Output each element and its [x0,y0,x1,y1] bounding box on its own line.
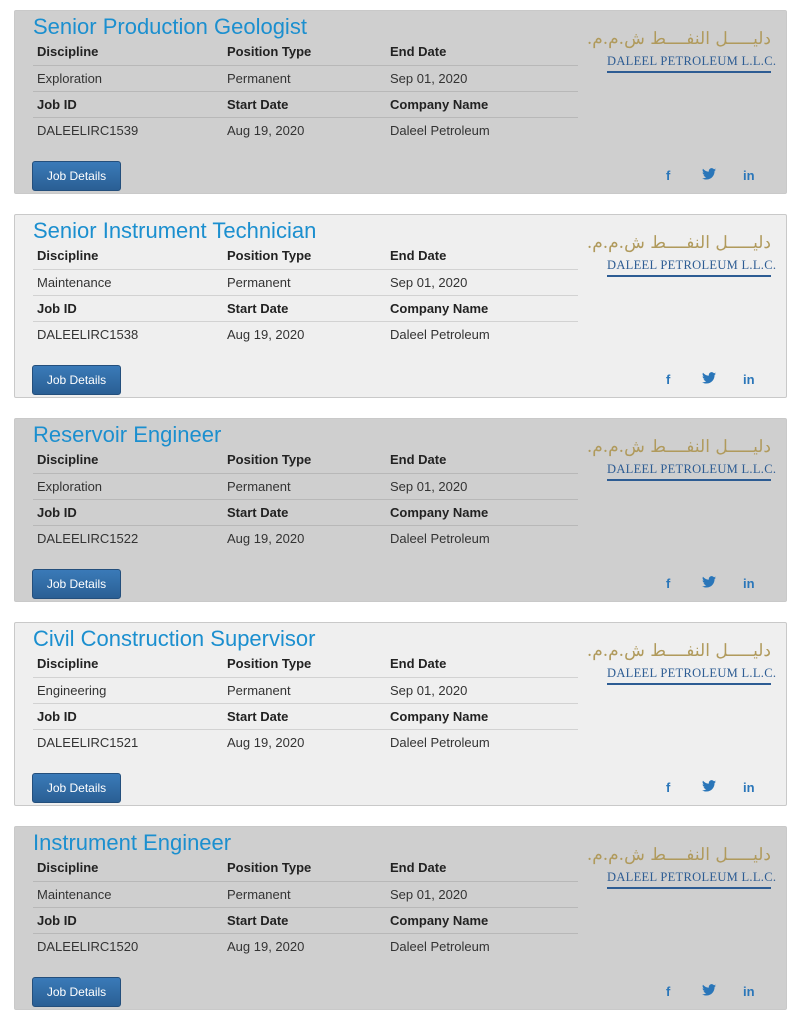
twitter-share-icon[interactable] [702,372,716,384]
logo-english-text: DALEEL PETROLEUM L.L.C. [607,870,777,884]
logo-arabic-text: دليـــــل النفــــط ش.م.م. [586,437,771,457]
end-date-label: End Date [386,243,578,269]
job-id-label: Job ID [33,907,223,933]
start-date-value: Aug 19, 2020 [227,938,305,954]
job-card [14,214,787,398]
job-info-table [33,243,578,347]
position-type-label: Position Type [223,855,386,881]
job-title[interactable]: Reservoir Engineer [33,422,222,447]
job-id-value: DALEELIRC1538 [37,326,139,342]
twitter-share-icon[interactable] [702,168,716,180]
start-date-value: Aug 19, 2020 [227,122,305,138]
company-name-label: Company Name [386,907,578,933]
job-title[interactable]: Civil Construction Supervisor [33,626,316,651]
logo-arabic-text: دليـــــل النفــــط ش.م.م. [586,845,771,865]
company-name-value: Daleel Petroleum [390,122,490,138]
twitter-share-icon[interactable] [702,576,716,588]
job-details-button[interactable]: Job Details [32,569,121,599]
company-name-value: Daleel Petroleum [390,530,490,546]
job-info-table [33,39,578,143]
logo-underline [607,683,771,685]
job-info-table [33,447,578,551]
company-name-value: Daleel Petroleum [390,734,490,750]
end-date-label: End Date [386,447,578,473]
position-type-value: Permanent [223,65,386,91]
company-name-label: Company Name [386,703,578,729]
linkedin-share-icon[interactable]: in [743,168,755,183]
logo-english-text: DALEEL PETROLEUM L.L.C. [607,258,777,272]
job-details-button[interactable]: Job Details [32,977,121,1007]
discipline-value: Maintenance [33,269,223,295]
position-type-value: Permanent [223,881,386,907]
job-card [14,622,787,806]
twitter-share-icon[interactable] [702,984,716,996]
facebook-share-icon[interactable]: f [666,984,671,999]
company-name-label: Company Name [386,295,578,321]
end-date-label: End Date [386,651,578,677]
linkedin-share-icon[interactable]: in [743,780,755,795]
linkedin-share-icon[interactable]: in [743,984,755,999]
discipline-value: Maintenance [33,881,223,907]
job-id-label: Job ID [33,295,223,321]
position-type-value: Permanent [223,473,386,499]
logo-english-text: DALEEL PETROLEUM L.L.C. [607,462,777,476]
discipline-label: Discipline [33,447,223,473]
logo-arabic-text: دليـــــل النفــــط ش.م.م. [586,641,771,661]
position-type-label: Position Type [223,243,386,269]
job-id-label: Job ID [33,703,223,729]
end-date-value: Sep 01, 2020 [386,65,578,91]
position-type-value: Permanent [223,269,386,295]
company-logo [586,641,777,691]
start-date-value: Aug 19, 2020 [227,530,305,546]
start-date-value: Aug 19, 2020 [227,734,305,750]
logo-underline [607,275,771,277]
job-title[interactable]: Senior Instrument Technician [33,218,317,243]
logo-english-text: DALEEL PETROLEUM L.L.C. [607,54,777,68]
position-type-label: Position Type [223,447,386,473]
logo-arabic-text: دليـــــل النفــــط ش.م.م. [586,29,771,49]
discipline-value: Exploration [33,473,223,499]
company-name-value: Daleel Petroleum [390,326,490,342]
end-date-value: Sep 01, 2020 [386,881,578,907]
logo-underline [607,887,771,889]
job-title[interactable]: Senior Production Geologist [33,14,307,39]
discipline-label: Discipline [33,855,223,881]
company-logo [586,233,777,283]
job-id-value: DALEELIRC1520 [37,938,139,954]
end-date-label: End Date [386,39,578,65]
discipline-label: Discipline [33,39,223,65]
job-card [14,418,787,602]
job-id-label: Job ID [33,499,223,525]
logo-underline [607,71,771,73]
start-date-label: Start Date [223,295,386,321]
company-name-label: Company Name [386,499,578,525]
discipline-value: Engineering [33,677,223,703]
logo-english-text: DALEEL PETROLEUM L.L.C. [607,666,777,680]
start-date-label: Start Date [223,499,386,525]
twitter-share-icon[interactable] [702,780,716,792]
job-info-table [33,651,578,755]
company-name-value: Daleel Petroleum [390,938,490,954]
end-date-value: Sep 01, 2020 [386,677,578,703]
position-type-value: Permanent [223,677,386,703]
start-date-label: Start Date [223,703,386,729]
start-date-value: Aug 19, 2020 [227,326,305,342]
job-card [14,10,787,194]
facebook-share-icon[interactable]: f [666,168,671,183]
job-id-value: DALEELIRC1539 [37,122,139,138]
end-date-value: Sep 01, 2020 [386,473,578,499]
discipline-value: Exploration [33,65,223,91]
job-details-button[interactable]: Job Details [32,773,121,803]
end-date-value: Sep 01, 2020 [386,269,578,295]
company-logo [586,29,777,79]
job-id-label: Job ID [33,91,223,117]
position-type-label: Position Type [223,651,386,677]
end-date-label: End Date [386,855,578,881]
linkedin-share-icon[interactable]: in [743,372,755,387]
linkedin-share-icon[interactable]: in [743,576,755,591]
company-logo [586,845,777,895]
facebook-share-icon[interactable]: f [666,372,671,387]
job-card [14,826,787,1010]
job-details-button[interactable]: Job Details [32,365,121,395]
company-name-label: Company Name [386,91,578,117]
job-info-table [33,855,578,959]
facebook-share-icon[interactable]: f [666,780,671,795]
job-title[interactable]: Instrument Engineer [33,830,232,855]
logo-arabic-text: دليـــــل النفــــط ش.م.م. [586,233,771,253]
job-id-value: DALEELIRC1521 [37,734,139,750]
logo-underline [607,479,771,481]
discipline-label: Discipline [33,651,223,677]
position-type-label: Position Type [223,39,386,65]
company-logo [586,437,777,487]
start-date-label: Start Date [223,91,386,117]
job-details-button[interactable]: Job Details [32,161,121,191]
discipline-label: Discipline [33,243,223,269]
start-date-label: Start Date [223,907,386,933]
facebook-share-icon[interactable]: f [666,576,671,591]
job-id-value: DALEELIRC1522 [37,530,139,546]
